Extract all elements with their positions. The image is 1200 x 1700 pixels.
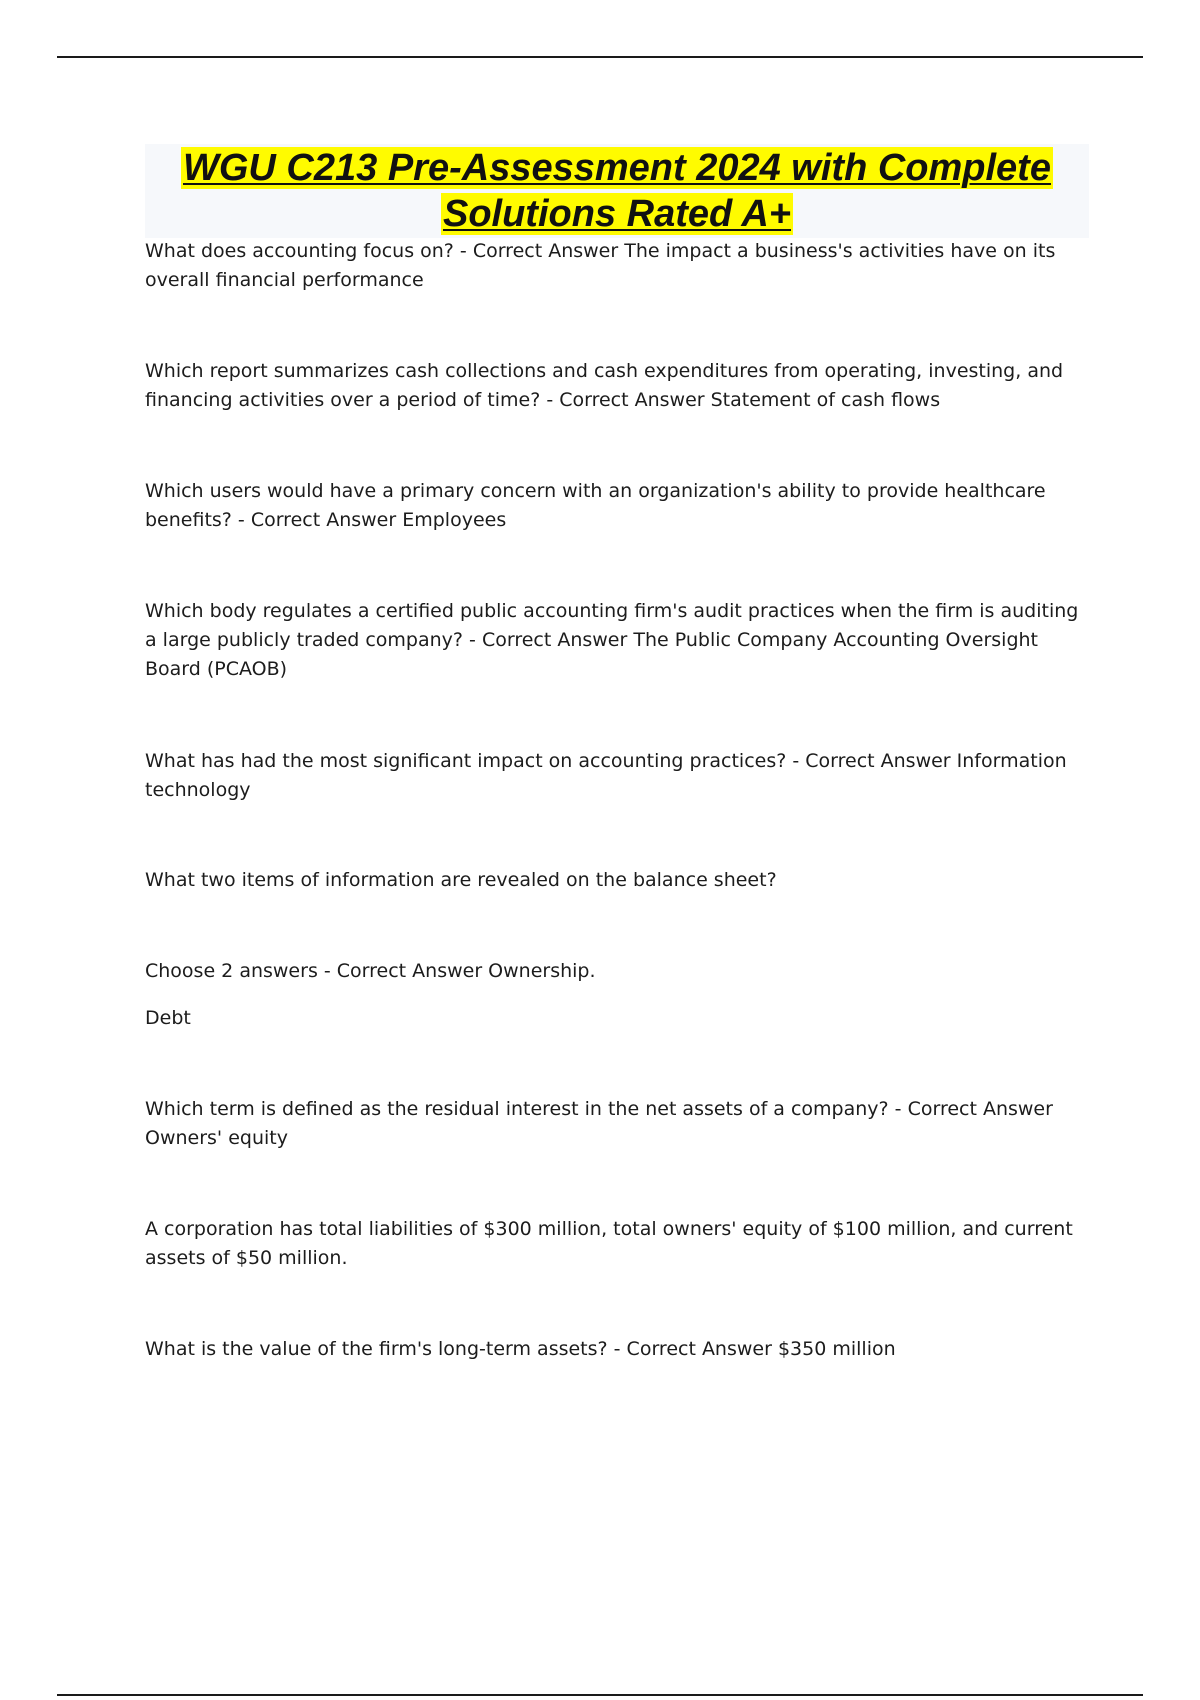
- paragraph-pcaob: Which body regulates a certified public accounting firm's audit practices when the firm is auditing a large publicly traded company? - Correct Answer The Public Company Accounting Oversight Board (PCAOB): [145, 600, 1079, 680]
- title-highlight: WGU C213 Pre-Assessment 2024 with Complete Solutions Rated A+: [183, 147, 1051, 235]
- paragraph-owners-equity: Which term is defined as the residual interest in the net assets of a company? - Correct Answer Owners' equity: [145, 1098, 1053, 1149]
- paragraph-long-term-assets: What is the value of the firm's long-term assets? - Correct Answer $350 million: [145, 1338, 896, 1360]
- paragraph-accounting-focus: What does accounting focus on? - Correct Answer The impact a business's activities have on its overall financial performance: [145, 240, 1056, 291]
- paragraph-debt: Debt: [145, 1007, 191, 1029]
- document-title: [145, 144, 1089, 237]
- paragraph-cash-flows: Which report summarizes cash collections and cash expenditures from operating, investing, and financing activities over a period of time? - Correct Answer Statement of cash flows: [145, 360, 1064, 411]
- title-block: [145, 144, 1089, 238]
- paragraph-balance-sheet-question: What two items of information are revealed on the balance sheet?: [145, 869, 777, 891]
- paragraph-corporation-figures: A corporation has total liabilities of $300 million, total owners' equity of $100 million, and current assets of $50 million.: [145, 1218, 1073, 1269]
- paragraph-healthcare-benefits: Which users would have a primary concern with an organization's ability to provide healthcare benefits? - Correct Answer Employees: [145, 480, 1046, 531]
- paragraph-information-technology: What has had the most significant impact on accounting practices? - Correct Answer Information technology: [145, 750, 1067, 801]
- bottom-rule: [57, 1694, 1143, 1696]
- top-rule: [57, 56, 1143, 58]
- paragraph-choose-answers: Choose 2 answers - Correct Answer Ownership.: [145, 960, 596, 982]
